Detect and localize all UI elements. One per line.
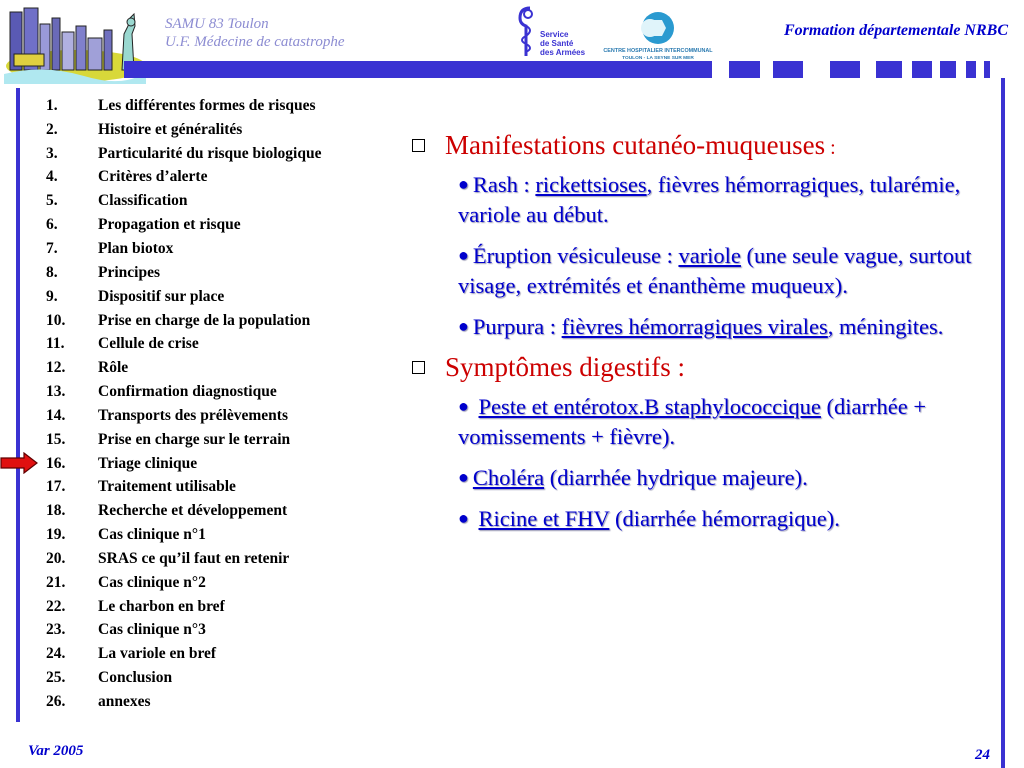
item-link[interactable]: fièvres hémorragiques virales <box>561 314 828 339</box>
outline-item-label: Cas clinique n°3 <box>98 621 206 639</box>
outline-item-number: 19. <box>46 526 66 544</box>
outline-item[interactable] <box>46 690 321 714</box>
outline-item-number: 23. <box>46 621 66 639</box>
footer-date: Var 2005 <box>28 743 84 759</box>
header-square <box>912 61 932 78</box>
outline-item-number: 17. <box>46 478 66 496</box>
outline-item-label: Dispositif sur place <box>98 287 225 305</box>
outline-item-label: Traitement utilisable <box>98 478 236 496</box>
section-heading-text: Manifestations cutanéo-muqueuses <box>445 130 826 160</box>
outline-item-number: 13. <box>46 383 66 401</box>
outline-item-label: Transports des prélèvements <box>98 406 288 424</box>
header-square <box>729 61 760 78</box>
outline-item[interactable] <box>46 499 321 523</box>
section-heading-colon: : <box>825 137 836 159</box>
current-item-arrow-icon <box>0 452 38 474</box>
chi-logo-line-2: TOULON - LA SEYNE SUR MER <box>622 56 694 60</box>
outline-item-label: SRAS ce qu’il faut en retenir <box>98 549 290 567</box>
outline-item-number: 12. <box>46 359 66 377</box>
outline-item-number: 11. <box>46 335 65 353</box>
item-link[interactable]: rickettsioses <box>535 172 647 197</box>
outline-item-number: 3. <box>46 144 58 162</box>
section-cutaneous <box>410 130 990 161</box>
outline-item-number: 22. <box>46 597 66 615</box>
outline-item[interactable] <box>46 356 321 380</box>
outline-item-label: Propagation et risque <box>98 216 241 234</box>
outline-item-number: 5. <box>46 192 58 210</box>
outline-item[interactable] <box>46 189 321 213</box>
organization-line-1: SAMU 83 Toulon <box>165 16 269 32</box>
header-square <box>773 61 803 78</box>
outline-item-label: La variole en bref <box>98 645 217 663</box>
header-square <box>876 61 902 78</box>
organization-name <box>165 15 345 51</box>
outline-item-number: 6. <box>46 216 58 234</box>
list-item <box>458 311 993 342</box>
section-heading: Symptômes digestifs : <box>445 352 686 382</box>
chi-logo-line-1: CENTRE HOSPITALIER INTERCOMMUNAL <box>603 48 713 54</box>
outline-item-label: Triage clinique <box>98 454 198 472</box>
outline-item[interactable] <box>46 404 321 428</box>
outline-item-number: 7. <box>46 239 58 257</box>
outline-item[interactable] <box>46 166 321 190</box>
ssa-logo-line-2: de Santé <box>540 39 574 48</box>
outline-item-number: 16. <box>46 454 66 472</box>
item-text: (diarrhée hémorragique). <box>609 506 840 531</box>
outline-item-label: Histoire et généralités <box>98 120 243 138</box>
outline-item[interactable] <box>46 237 321 261</box>
outline-item-number: 4. <box>46 168 58 186</box>
left-divider-line <box>16 88 20 722</box>
header-square <box>966 61 976 78</box>
outline-item-label: Les différentes formes de risques <box>98 96 316 114</box>
outline-item-label: Recherche et développement <box>98 502 288 520</box>
page-number: 24 <box>975 747 990 763</box>
outline-item-label: Prise en charge de la population <box>98 311 311 329</box>
outline-item-number: 9. <box>46 287 58 305</box>
item-text: Rash : <box>472 172 536 197</box>
outline-item[interactable] <box>46 666 321 690</box>
list-item <box>458 503 993 534</box>
outline-item[interactable] <box>46 142 321 166</box>
outline-item-number: 10. <box>46 311 66 329</box>
item-link[interactable]: Peste et entérotox.B staphylococcique <box>478 394 821 419</box>
outline-item-label: Cas clinique n°2 <box>98 573 206 591</box>
outline-item-label: Plan biotox <box>98 239 174 257</box>
item-text: (diarrhée + vomissements + fièvre). <box>458 394 927 449</box>
outline-item[interactable] <box>46 332 321 356</box>
header-square <box>940 61 956 78</box>
outline-item[interactable] <box>46 428 321 452</box>
outline-item-number: 25. <box>46 669 66 687</box>
outline-item[interactable] <box>46 523 321 547</box>
slide-content <box>410 130 990 544</box>
section-digestive <box>410 352 990 383</box>
outline-item-number: 24. <box>46 645 66 663</box>
bullet-dot-icon: ● <box>458 245 469 265</box>
outline-item-label: Cellule de crise <box>98 335 199 353</box>
bullet-dot-icon: ● <box>458 396 469 416</box>
outline-item[interactable] <box>46 452 321 476</box>
outline-item-number: 2. <box>46 120 58 138</box>
list-item <box>458 462 993 493</box>
outline-item-number: 21. <box>46 573 66 591</box>
outline-item[interactable] <box>46 213 321 237</box>
header-square <box>830 61 860 78</box>
outline-item-number: 8. <box>46 263 58 281</box>
outline-item-number: 1. <box>46 96 58 114</box>
outline-item-label: Le charbon en bref <box>98 597 225 615</box>
bullet-dot-icon: ● <box>458 174 469 194</box>
right-divider-line <box>1001 78 1005 768</box>
header-bar <box>124 61 712 78</box>
outline-item[interactable] <box>46 547 321 571</box>
bullet-dot-icon: ● <box>458 316 469 336</box>
item-text: , méningites. <box>827 314 944 339</box>
item-text: (diarrhée hydrique majeure). <box>544 465 808 490</box>
header-title: Formation départementale NRBC <box>783 22 1008 39</box>
outline-item-label: Rôle <box>98 359 129 377</box>
outline-list <box>46 94 321 714</box>
square-bullet-icon <box>412 361 425 374</box>
outline-item[interactable] <box>46 595 321 619</box>
outline-item[interactable] <box>46 285 321 309</box>
outline-item-label: Cas clinique n°1 <box>98 526 206 544</box>
outline-item-number: 15. <box>46 430 66 448</box>
item-text: Éruption vésiculeuse : <box>472 243 679 268</box>
item-link[interactable]: variole <box>678 243 741 268</box>
outline-item-label: Classification <box>98 192 188 210</box>
ssa-logo-line-3: des Armées <box>540 48 586 57</box>
centre-hospitalier-logo <box>602 10 714 60</box>
list-item <box>458 391 993 452</box>
item-link[interactable]: Ricine et FHV <box>478 506 610 531</box>
outline-item-label: Particularité du risque biologique <box>98 144 322 162</box>
outline-item-label: Principes <box>98 263 160 281</box>
item-text: , fièvres hémorragiques, tularémie, variole au début. <box>458 172 961 227</box>
list-item <box>458 240 993 301</box>
item-text: (une seule vague, surtout visage, extrémités et énanthème muqueux). <box>458 243 972 298</box>
outline-item-label: Critères d’alerte <box>98 168 208 186</box>
ssa-logo-line-1: Service <box>540 30 569 39</box>
item-link[interactable]: Choléra <box>472 465 545 490</box>
outline-item[interactable] <box>46 309 321 333</box>
bullet-dot-icon: ● <box>458 508 469 528</box>
outline-item[interactable] <box>46 118 321 142</box>
outline-item-number: 14. <box>46 406 66 424</box>
outline-item-label: Prise en charge sur le terrain <box>98 430 291 448</box>
outline-item-number: 18. <box>46 502 66 520</box>
outline-item[interactable] <box>46 571 321 595</box>
bullet-dot-icon: ● <box>458 467 469 487</box>
outline-item[interactable] <box>46 94 321 118</box>
outline-item-number: 26. <box>46 693 66 711</box>
outline-item-label: annexes <box>98 693 151 711</box>
section-heading <box>445 130 836 161</box>
outline-item[interactable] <box>46 642 321 666</box>
item-text: Purpura : <box>472 314 562 339</box>
header-square <box>984 61 990 78</box>
organization-line-2: U.F. Médecine de catastrophe <box>165 34 345 50</box>
outline-item[interactable] <box>46 380 321 404</box>
outline-item-number: 20. <box>46 549 66 567</box>
service-sante-armees-logo <box>512 4 592 62</box>
outline-item[interactable] <box>46 619 321 643</box>
list-item <box>458 169 993 230</box>
outline-item[interactable] <box>46 261 321 285</box>
outline-item-label: Conclusion <box>98 669 173 687</box>
square-bullet-icon <box>412 139 425 152</box>
outline-item-label: Confirmation diagnostique <box>98 383 277 401</box>
outline-item[interactable] <box>46 476 321 500</box>
